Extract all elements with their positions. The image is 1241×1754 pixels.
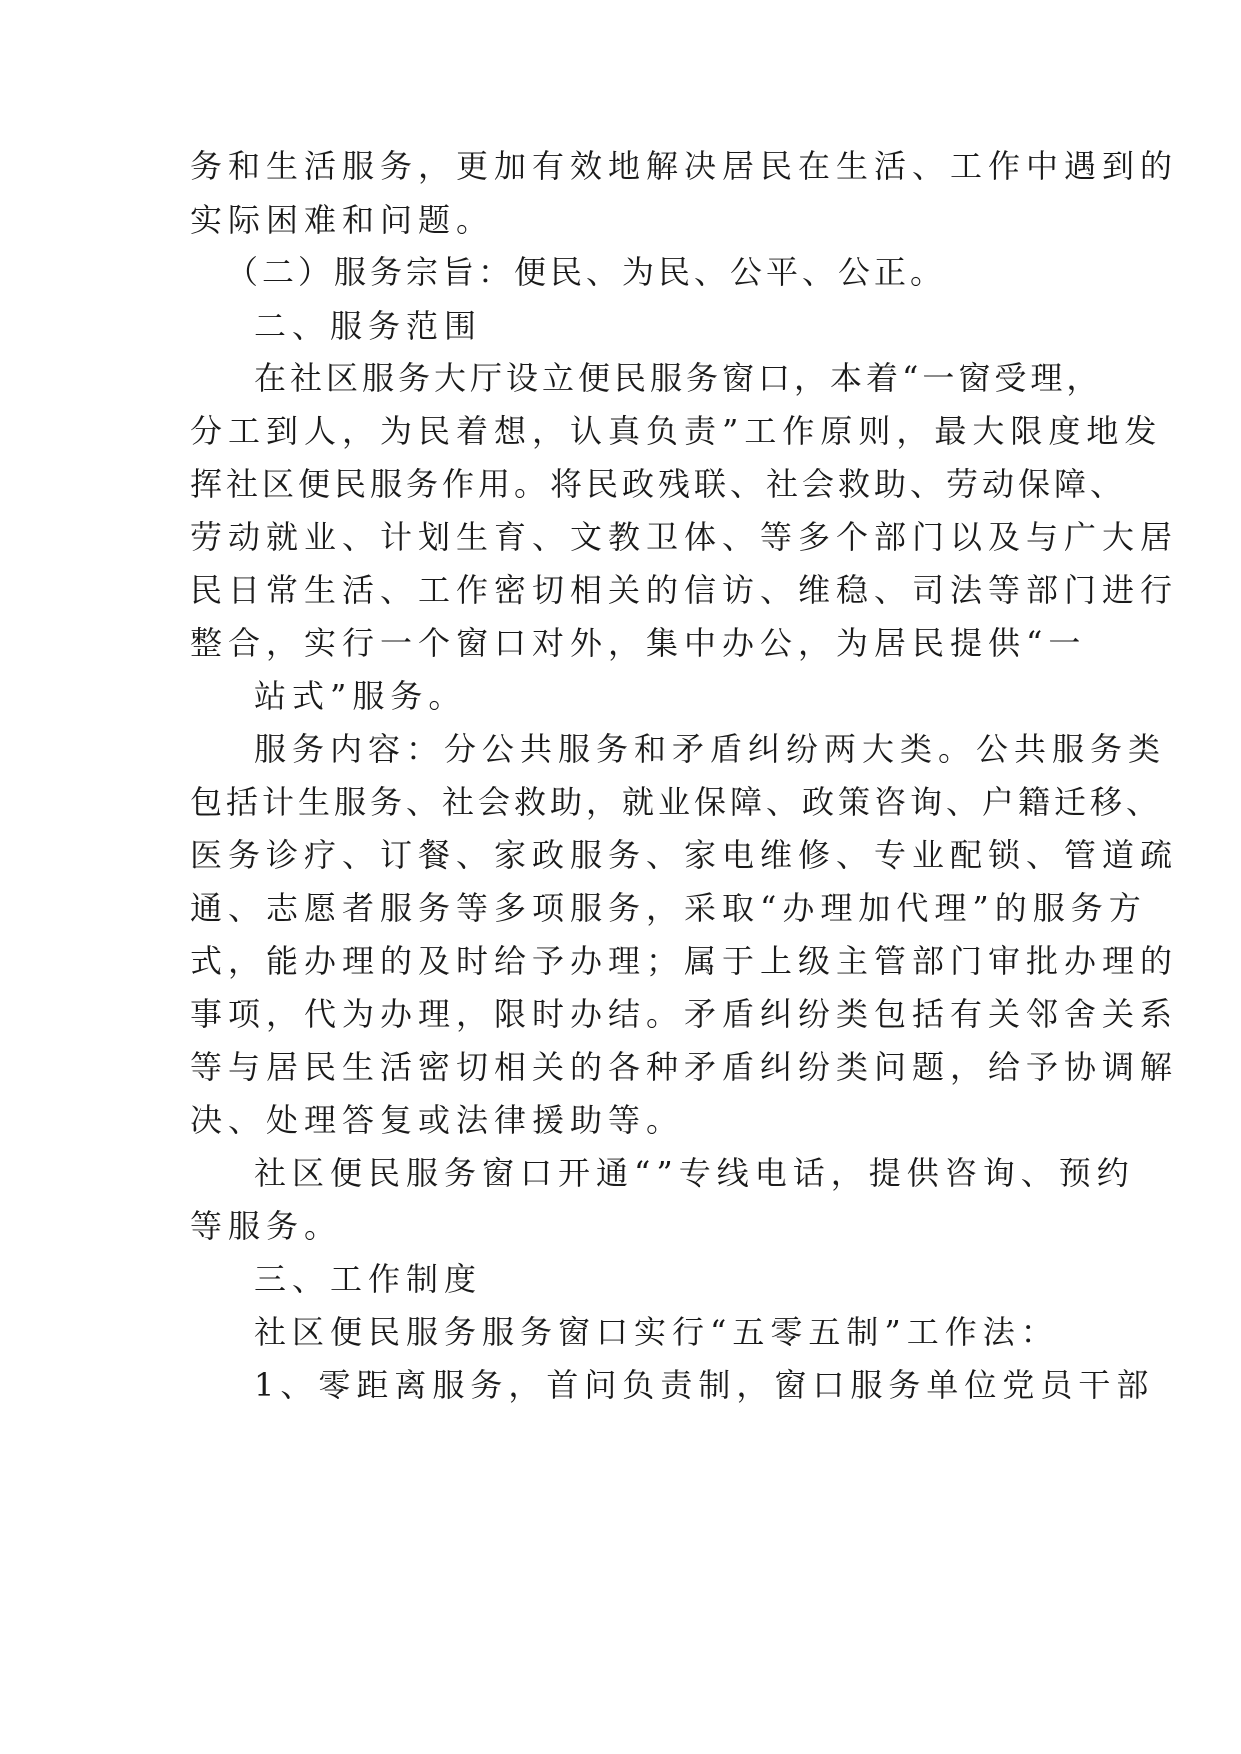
- paragraph-first-line: 在社区服务大厅设立便民服务窗口，本着“一窗受理，: [254, 359, 1103, 397]
- body-text-line: 整合，实行一个窗口对外，集中办公，为居民提供“一: [190, 624, 1087, 662]
- paragraph-first-line: 社区便民服务窗口开通“”专线电话，提供咨询、预约: [254, 1154, 1135, 1192]
- paragraph-first-line: 社区便民服务服务窗口实行“五零五制”工作法：: [254, 1313, 1059, 1351]
- body-text-line: 通、志愿者服务等多项服务，采取“办理加代理”的服务方: [190, 889, 1147, 927]
- paragraph-first-line: 服务内容：分公共服务和矛盾纠纷两大类。公共服务类: [254, 730, 1167, 768]
- body-text-line: 式，能办理的及时给予办理；属于上级主管部门审批办理的: [190, 942, 1179, 980]
- body-text-line: 医务诊疗、订餐、家政服务、家电维修、专业配锁、管道疏: [190, 836, 1179, 874]
- section-heading-purpose: （二）服务宗旨：便民、为民、公平、公正。: [226, 253, 947, 291]
- body-text-line: 民日常生活、工作密切相关的信访、维稳、司法等部门进行: [190, 571, 1179, 609]
- body-text-line: 包括计生服务、社会救助，就业保障、政策咨询、户籍迁移、: [190, 783, 1163, 821]
- section-heading-service-scope: 二、服务范围: [254, 307, 483, 345]
- body-text-line: 决、处理答复或法律援助等。: [190, 1101, 685, 1139]
- list-item-first-line: 1、零距离服务，首问负责制，窗口服务单位党员干部: [254, 1366, 1155, 1404]
- body-text-line: 等与居民生活密切相关的各种矛盾纠纷类问题，给予协调解: [190, 1048, 1179, 1086]
- body-text-line: 站式”服务。: [254, 677, 467, 715]
- body-text-line: 劳动就业、计划生育、文教卫体、等多个部门以及与广大居: [190, 518, 1179, 556]
- body-text-line: 等服务。: [190, 1207, 343, 1245]
- body-text-line: 实际困难和问题。: [190, 201, 495, 239]
- body-text-line: 事项，代为办理，限时办结。矛盾纠纷类包括有关邻舍关系: [190, 995, 1179, 1033]
- section-heading-work-system: 三、工作制度: [254, 1260, 483, 1298]
- body-text-line: 分工到人，为民着想，认真负责”工作原则，最大限度地发: [190, 412, 1163, 450]
- body-text-line: 务和生活服务，更加有效地解决居民在生活、工作中遇到的: [190, 147, 1179, 185]
- body-text-line: 挥社区便民服务作用。将民政残联、社会救助、劳动保障、: [190, 465, 1127, 503]
